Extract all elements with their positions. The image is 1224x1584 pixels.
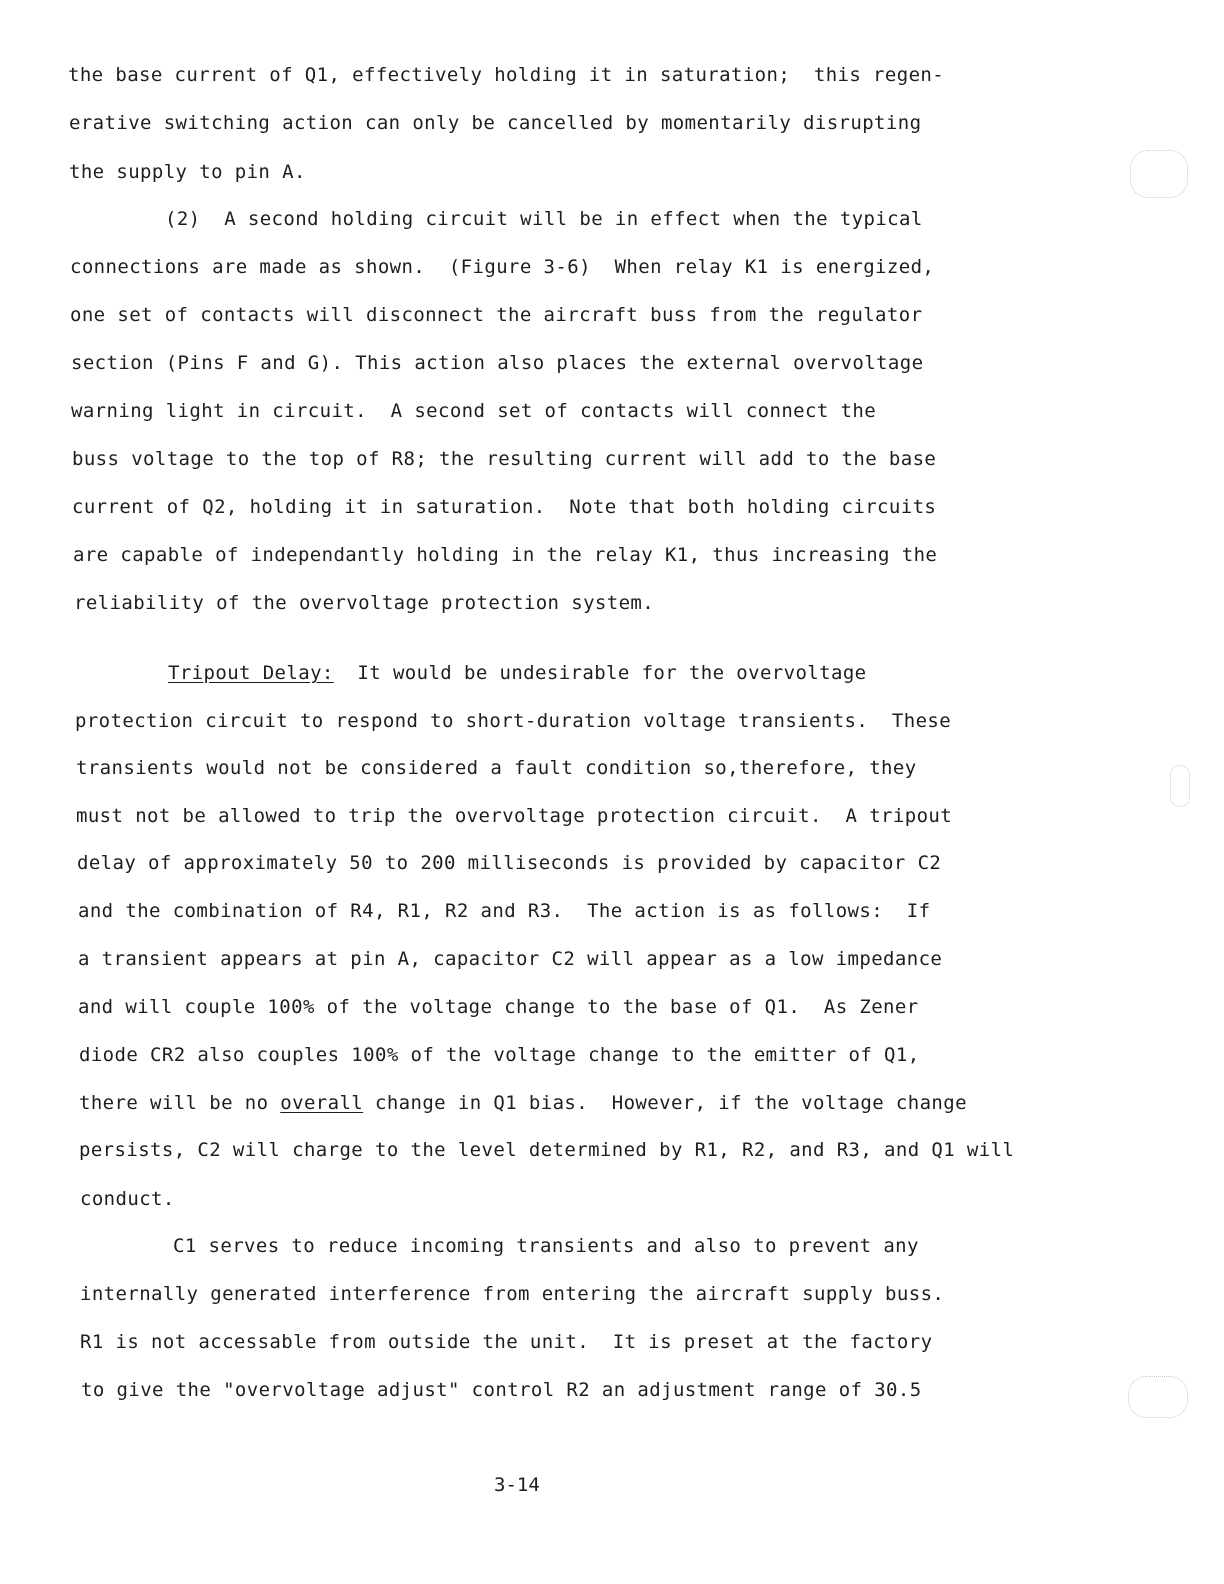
binder-hole-top bbox=[1130, 150, 1188, 198]
text-line-20: and will couple 100% of the voltage change to the base of Q1. As Zener bbox=[78, 996, 919, 1018]
text-line-19: a transient appears at pin A, capacitor C2 will appear as a low impedance bbox=[78, 948, 943, 970]
text-line-26: internally generated interference from entering the aircraft supply buss. bbox=[80, 1283, 945, 1305]
text-line-18: and the combination of R4, R1, R2 and R3. The action is as follows: If bbox=[78, 900, 931, 922]
text-line-15: transients would not be considered a fault condition so,therefore, they bbox=[76, 757, 917, 779]
text-line-25: C1 serves to reduce incoming transients and also to prevent any bbox=[173, 1235, 919, 1257]
text-line-23: persists, C2 will charge to the level determined by R1, R2, and R3, and Q1 will bbox=[79, 1139, 1015, 1161]
binder-hole-middle bbox=[1170, 765, 1190, 807]
text-line-6: one set of contacts will disconnect the aircraft buss from the regulator bbox=[70, 304, 923, 326]
text-line-27: R1 is not accessable from outside the unit. It is preset at the factory bbox=[80, 1331, 933, 1353]
text-line-11: are capable of independantly holding in the relay K1, thus increasing the bbox=[73, 544, 938, 566]
text-line-2: erative switching action can only be cancelled by momentarily disrupting bbox=[69, 112, 922, 134]
text-line-21: diode CR2 also couples 100% of the voltage change to the emitter of Q1, bbox=[79, 1044, 920, 1066]
text-line-24: conduct. bbox=[80, 1188, 175, 1210]
text-line-16: must not be allowed to trip the overvoltage protection circuit. A tripout bbox=[76, 805, 953, 827]
text-line-13 bbox=[168, 661, 867, 685]
text-line-12: reliability of the overvoltage protection system. bbox=[74, 592, 655, 614]
text-line-14: protection circuit to respond to short-duration voltage transients. These bbox=[75, 710, 952, 732]
text-line-1: the base current of Q1, effectively holding it in saturation; this regen- bbox=[68, 64, 945, 86]
text-line-22-part-1: there will be no bbox=[79, 1092, 281, 1114]
emphasis-overall: overall bbox=[280, 1092, 364, 1114]
page-number: 3-14 bbox=[494, 1474, 540, 1496]
text-line-22 bbox=[79, 1091, 967, 1115]
text-line-8: warning light in circuit. A second set of contacts will connect the bbox=[71, 400, 877, 422]
text-line-9: buss voltage to the top of R8; the resulting current will add to the base bbox=[72, 448, 937, 470]
section-heading-continuation: It would be undesirable for the overvoltage bbox=[333, 662, 867, 684]
text-line-3: the supply to pin A. bbox=[69, 161, 306, 183]
text-line-4: (2) A second holding circuit will be in effect when the typical bbox=[165, 208, 923, 230]
text-line-17: delay of approximately 50 to 200 milliseconds is provided by capacitor C2 bbox=[77, 852, 942, 874]
text-line-5: connections are made as shown. (Figure 3-6) When relay K1 is energized, bbox=[70, 256, 935, 278]
text-line-7: section (Pins F and G). This action also places the external overvoltage bbox=[71, 352, 924, 374]
text-line-10: current of Q2, holding it in saturation. Note that both holding circuits bbox=[72, 496, 937, 518]
text-line-22-part-2: change in Q1 bias. However, if the voltage change bbox=[363, 1092, 967, 1114]
text-line-28: to give the "overvoltage adjust" control R2 an adjustment range of 30.5 bbox=[81, 1379, 922, 1401]
section-heading-tripout-delay: Tripout Delay: bbox=[168, 662, 334, 684]
binder-hole-bottom bbox=[1128, 1376, 1188, 1418]
